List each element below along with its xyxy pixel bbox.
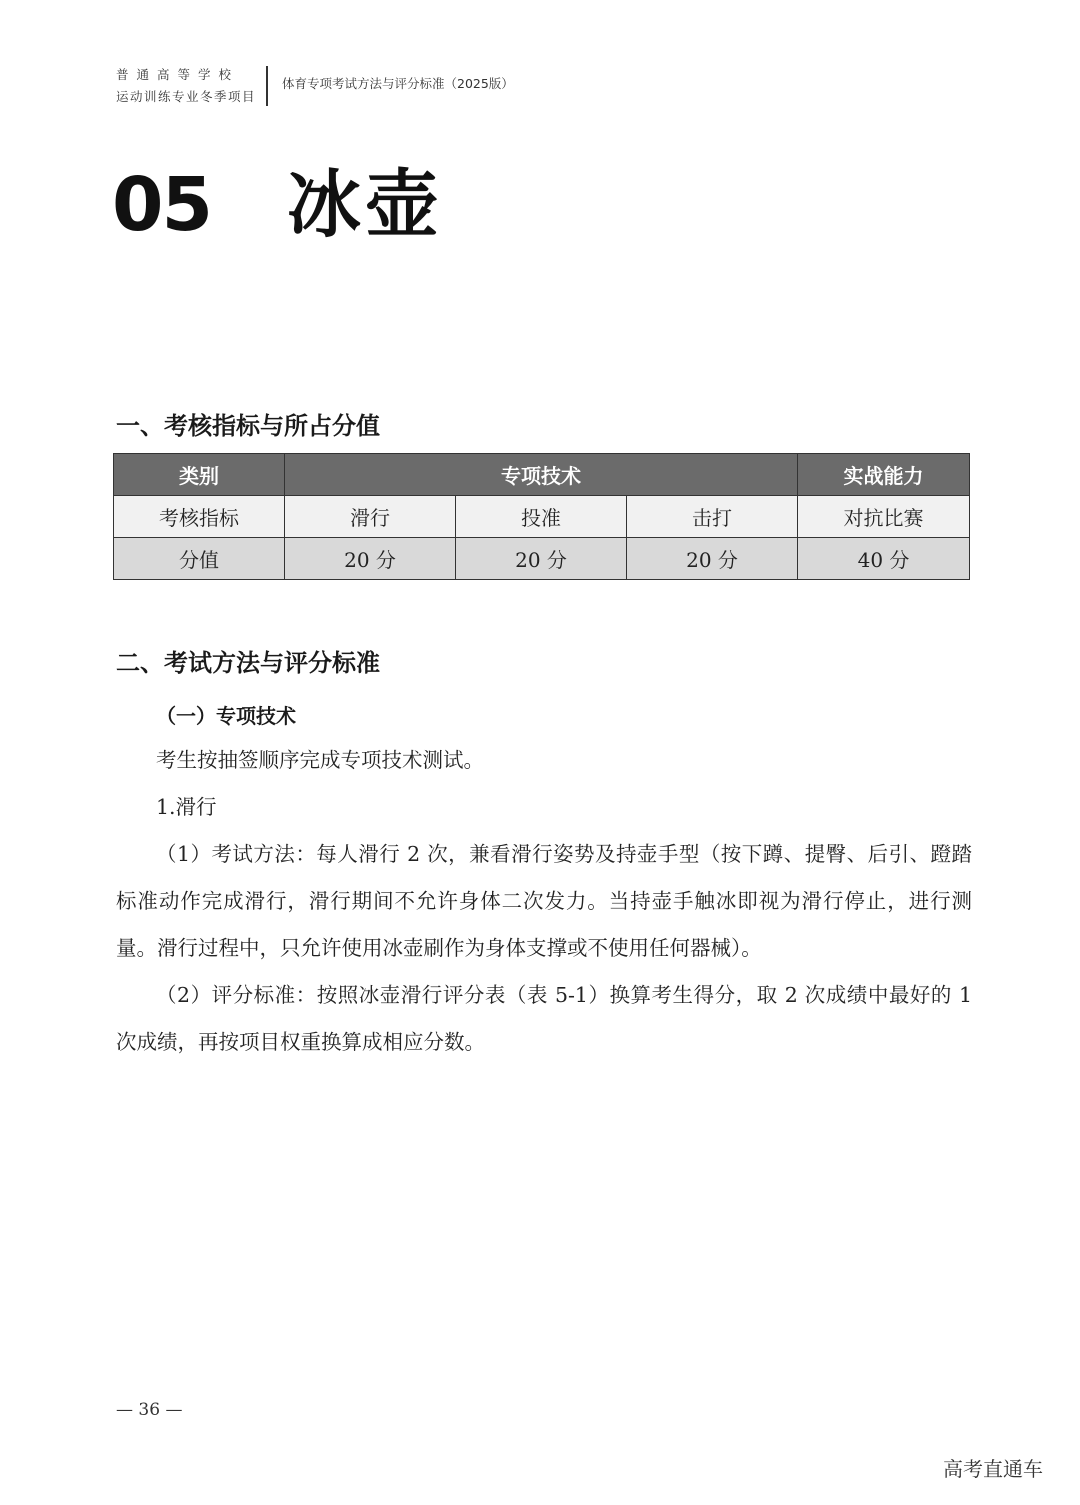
paragraph: 考生按抽签顺序完成专项技术测试。 [156, 748, 484, 772]
table-header-row [114, 454, 970, 496]
score-table [113, 453, 970, 580]
table-cell: 对抗比赛 [798, 496, 970, 538]
paragraph: （1）考试方法：每人滑行 2 次，兼看滑行姿势及持壶手型（按下蹲、提臀、后引、蹬踏标准动作完成滑行，滑行期间不允许身体二次发力。当持壶手触冰即视为滑行停止，进行测量。滑行过程中，只允许使用冰壶刷作为身体支撑或不使用任何器械）。 [116, 842, 972, 960]
table-cell: 滑行 [285, 496, 456, 538]
watermark: 高考直通车 [943, 1457, 1043, 1481]
table-header-cell: 实战能力 [798, 454, 970, 496]
chapter-heading [112, 160, 443, 250]
paragraph: （2）评分标准：按照冰壶滑行评分表（表 5-1）换算考生得分，取 2 次成绩中最好的 1 次成绩，再按项目权重换算成相应分数。 [116, 983, 972, 1054]
table-cell: 考核指标 [114, 496, 285, 538]
table-header-cell: 类别 [114, 454, 285, 496]
header-left [116, 64, 256, 108]
table-cell: 击打 [627, 496, 798, 538]
paragraph: 1.滑行 [156, 795, 217, 819]
header-right: 体育专项考试方法与评分标准（2025版） [282, 76, 514, 91]
table-cell: 20 分 [627, 538, 798, 580]
table-header-cell: 专项技术 [285, 454, 798, 496]
section1-title: 一、考核指标与所占分值 [116, 412, 380, 440]
chapter-title: 冰壶 [286, 162, 443, 248]
page-number: — 36 — [116, 1400, 183, 1420]
header-left-line1: 普通高等学校 [116, 67, 240, 82]
chapter-number: 05 [112, 162, 211, 248]
table-cell: 投准 [456, 496, 627, 538]
table-row [114, 496, 970, 538]
table-cell: 20 分 [285, 538, 456, 580]
table-cell: 分值 [114, 538, 285, 580]
header-divider [266, 66, 268, 106]
table-cell: 40 分 [798, 538, 970, 580]
header-left-line2: 运动训练专业冬季项目 [116, 89, 257, 104]
subsection-title: （一）专项技术 [156, 704, 296, 728]
section2-title: 二、考试方法与评分标准 [116, 649, 380, 677]
table-cell: 20 分 [456, 538, 627, 580]
table-row [114, 538, 970, 580]
